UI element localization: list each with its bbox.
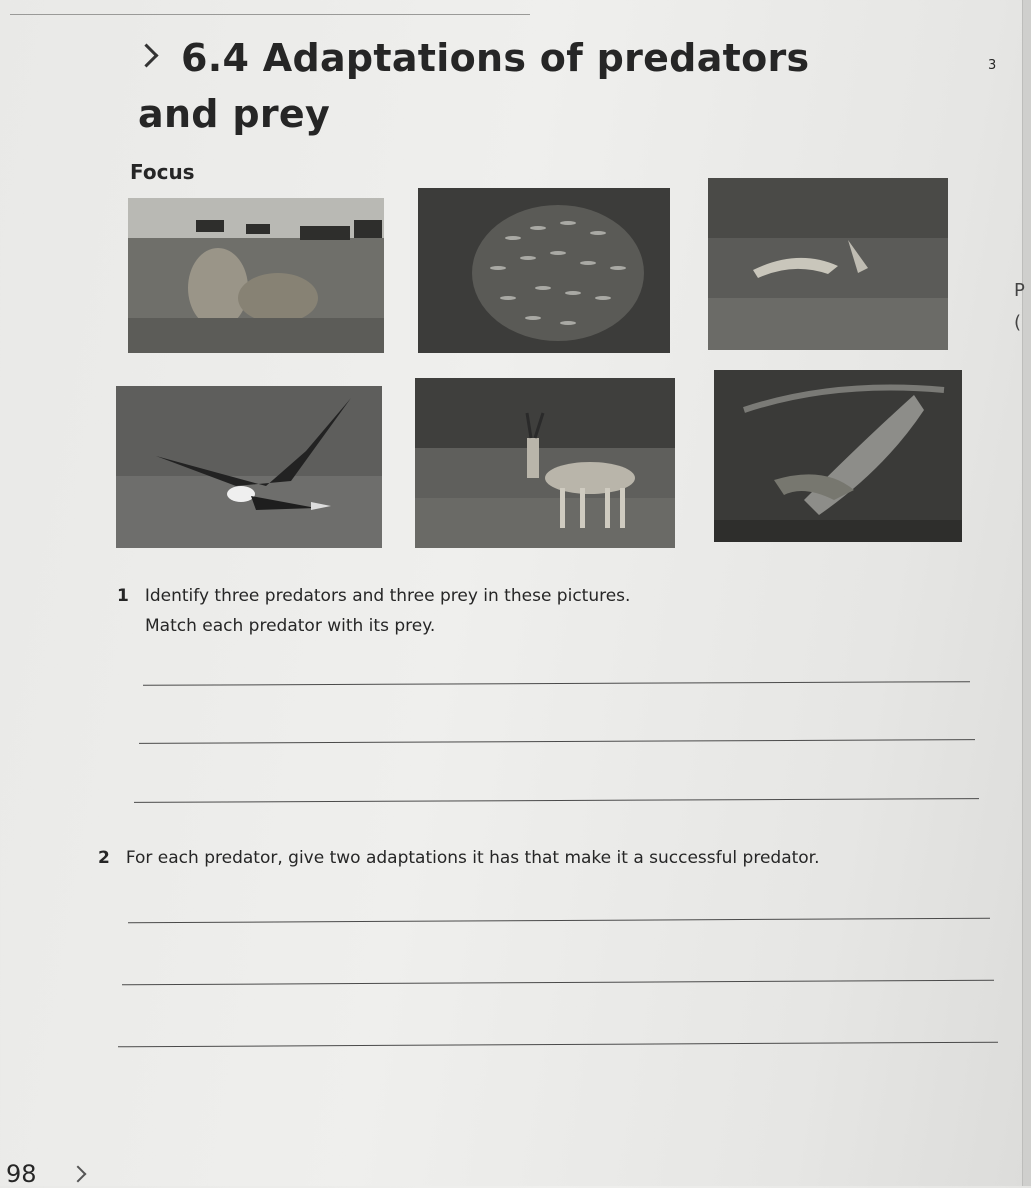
answer-line[interactable]	[118, 1042, 998, 1048]
cheetah-chasing-photo	[708, 178, 948, 350]
answer-line[interactable]	[128, 918, 990, 924]
corner-number: 3	[988, 58, 997, 73]
question-number: 2	[98, 848, 110, 868]
page-number: 98	[6, 1160, 37, 1188]
answer-line[interactable]	[122, 980, 994, 986]
title-line-2: and prey	[138, 92, 331, 136]
section-label-focus: Focus	[130, 160, 195, 184]
question-text: Identify three predators and three prey in these pictures.	[144, 586, 631, 606]
top-rule	[10, 14, 530, 15]
answer-line[interactable]	[139, 739, 975, 744]
fish-school-photo	[418, 188, 670, 353]
dolphins-photo	[714, 370, 962, 542]
eagle-flying-photo	[116, 386, 382, 548]
page-edge	[1022, 0, 1031, 1186]
chevron-right-icon	[70, 1166, 87, 1183]
question-1-line-2: Match each predator with its prey.	[145, 616, 436, 636]
question-2	[98, 846, 820, 870]
lions-hunting-photo	[128, 198, 384, 353]
answer-line[interactable]	[143, 681, 970, 686]
chevron-right-icon	[134, 43, 158, 67]
title-line-1: 6.4 Adaptations of predators	[181, 36, 810, 80]
page-title	[138, 30, 809, 142]
gazelle-photo	[415, 378, 675, 548]
margin-fragment: (	[1014, 312, 1022, 333]
question-text: For each predator, give two adaptations it has that make it a successful predator.	[125, 848, 820, 868]
answer-line[interactable]	[134, 798, 979, 803]
question-number: 1	[117, 586, 129, 606]
margin-fragment: P	[1014, 280, 1025, 301]
question-1	[117, 584, 630, 608]
